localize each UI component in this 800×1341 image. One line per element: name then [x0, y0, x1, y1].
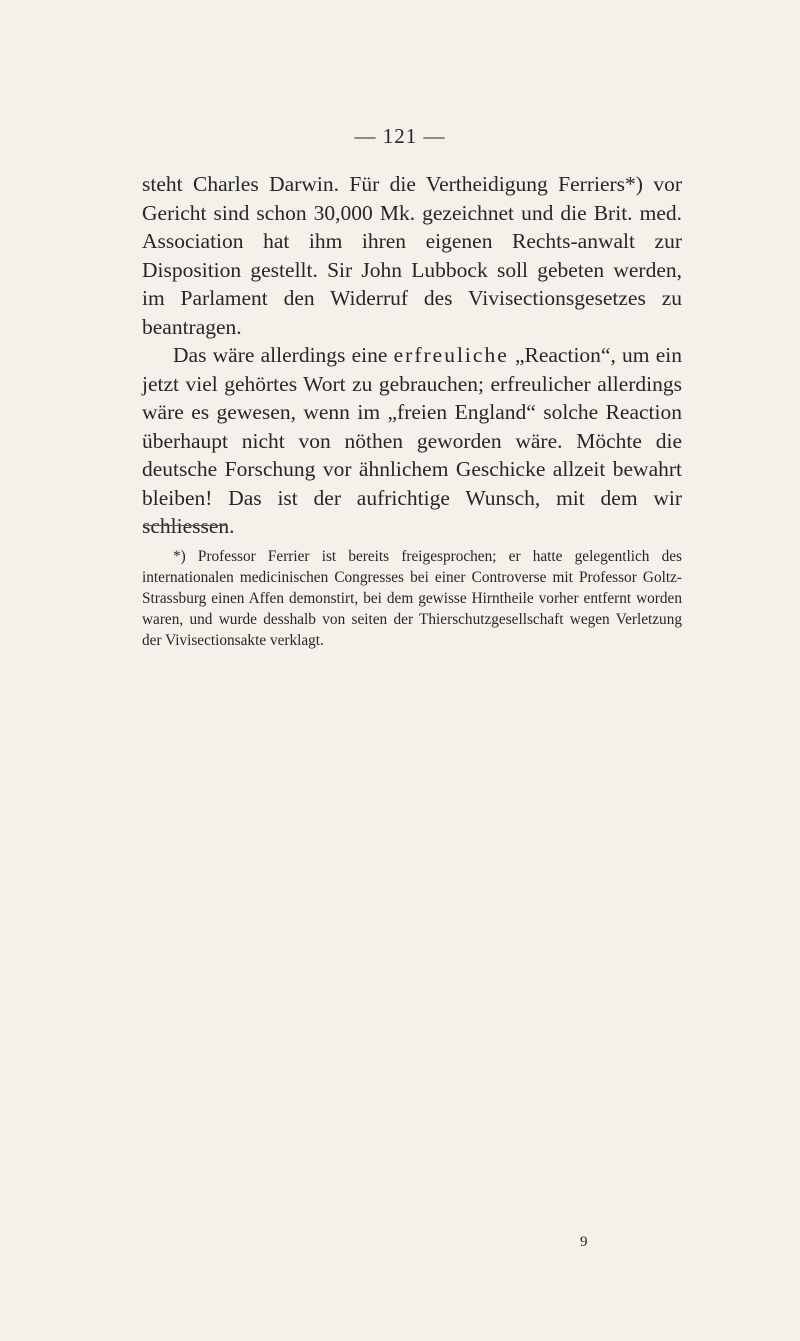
main-text [142, 170, 682, 541]
footnote-rule [143, 525, 225, 526]
page-number: — 121 — [354, 124, 446, 148]
paragraph [142, 341, 682, 541]
paragraph: steht Charles Darwin. Für die Vertheidigung Ferriers*) vor Gericht sind schon 30,000 Mk. gezeichnet und die Brit. med. Association hat ihm ihren eigenen Rechts-anwalt zur Disposition gestellt. Sir John Lubbock soll gebeten werden, im Parlament den Widerruf des Vivisectionsgesetzes zu beantragen. [142, 172, 682, 339]
emphasized-word: erfreuliche [393, 343, 509, 367]
signature-mark: 9 [580, 1234, 588, 1250]
text-run: Das wäre allerdings eine [173, 343, 394, 367]
footnote: *) Professor Ferrier ist bereits freigesprochen; er hatte gelegentlich des internationalen medicinischen Congresses bei einer Controverse mit Professor Goltz-Strassburg einen Affen demonstirt, bei dem gewisse Hirntheile vorher entfernt worden waren, und wurde desshalb von seiten der Thierschutzgesellschaft wegen Verletzung der Vivisectionsakte verklagt. [142, 548, 682, 649]
text-run: „Reaction“, um ein jetzt viel gehörtes Wort zu gebrauchen; erfreulicher allerdings wäre es gewesen, wenn im „freien England“ solche Reaction überhaupt nicht von nöthen geworden wäre. Möchte die deutsche Forschung vor ähnlichem Geschicke allzeit bewahrt bleiben! Das ist der aufrichtige Wunsch, mit dem wir schliessen. [142, 343, 682, 538]
